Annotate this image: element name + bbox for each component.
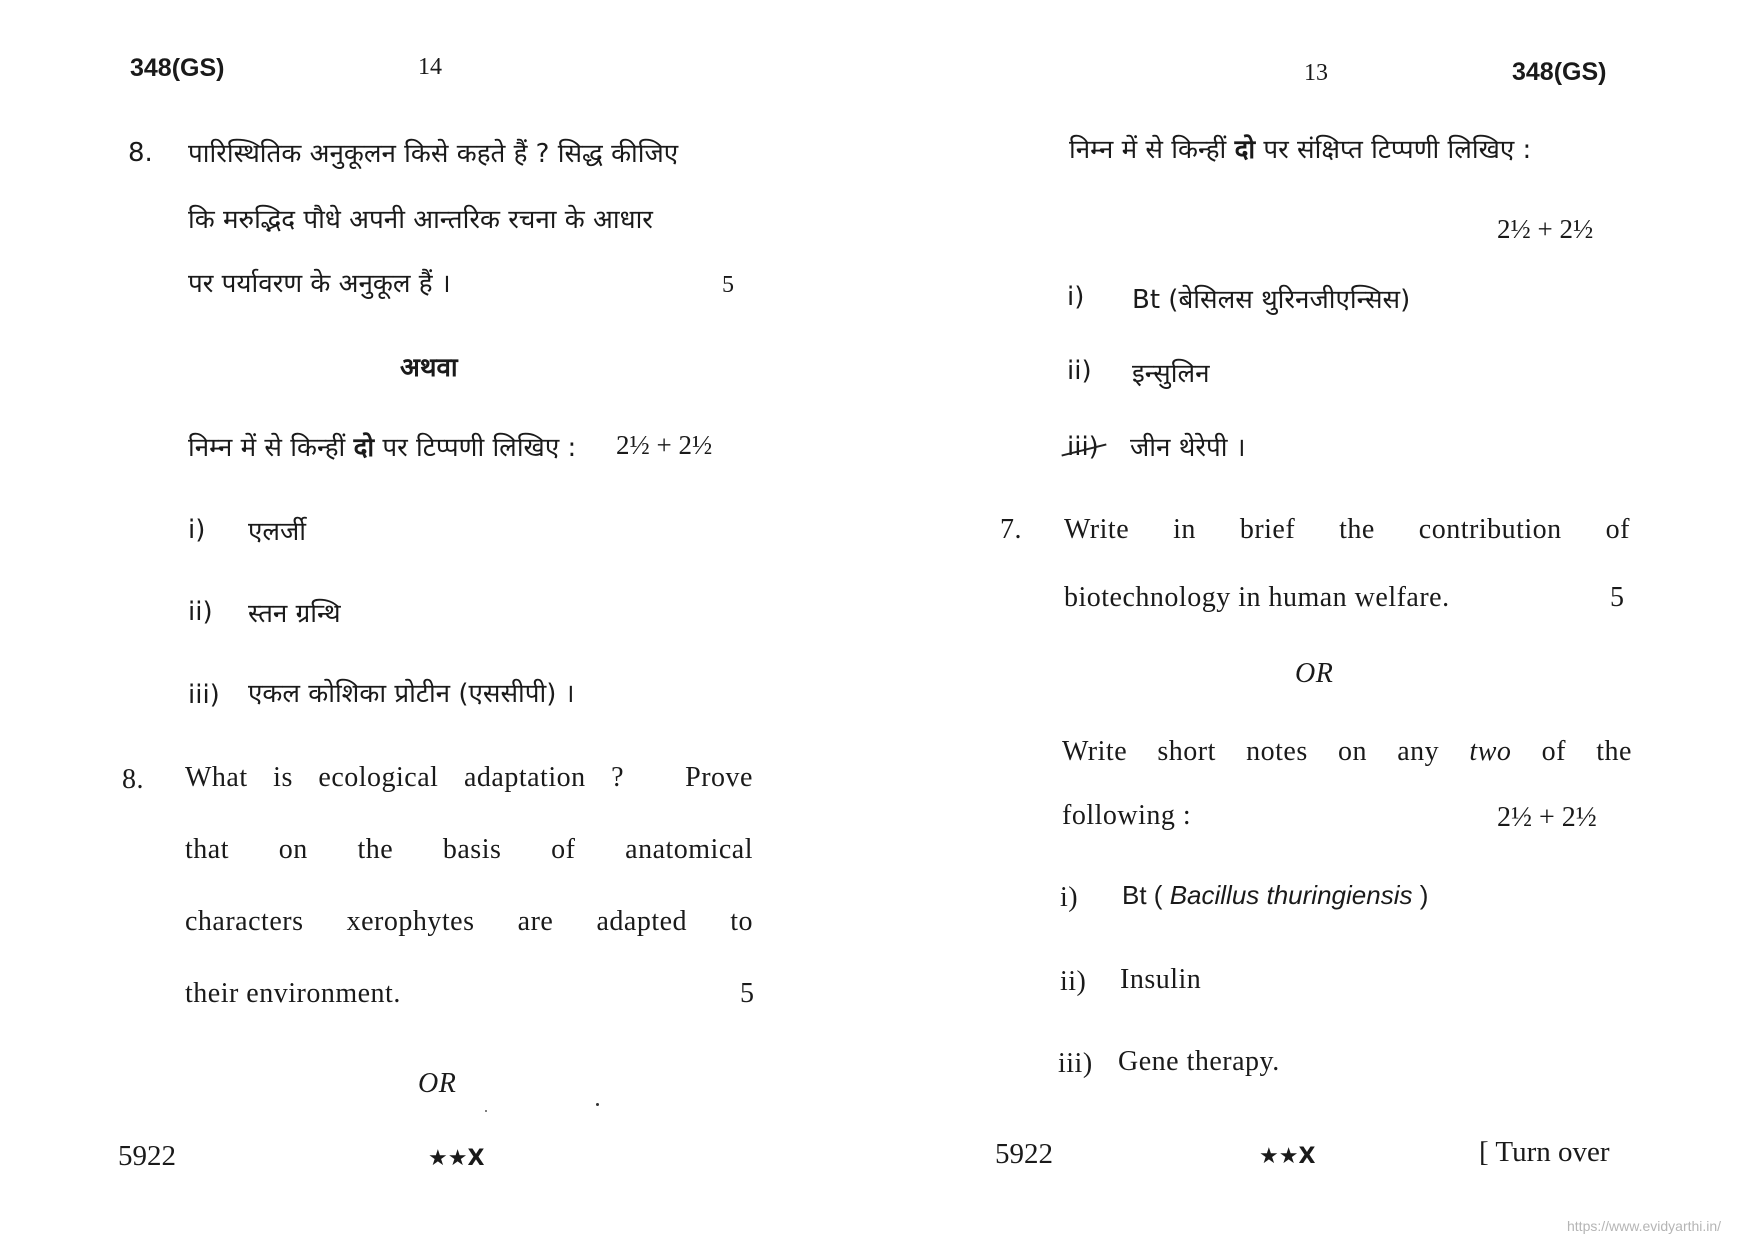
question-text-line: Write in brief the contribution of xyxy=(1064,514,1630,545)
marks: 5 xyxy=(740,978,755,1009)
list-item-number: iii) xyxy=(188,680,220,710)
list-item: स्तन ग्रन्थि xyxy=(248,599,341,629)
footer-code: 5922 xyxy=(118,1140,176,1172)
watermark-url: https://www.evidyarthi.in/ xyxy=(1567,1218,1722,1234)
footer-code: 5922 xyxy=(995,1138,1053,1170)
list-item: एकल कोशिका प्रोटीन (एससीपी) । xyxy=(248,679,575,709)
scan-speck xyxy=(485,1110,487,1112)
question-text-line: पर पर्यावरण के अनुकूल हैं । xyxy=(188,269,451,299)
list-item: एलर्जी xyxy=(248,517,307,547)
list-item: Gene therapy. xyxy=(1118,1046,1280,1077)
question-text-line: biotechnology in human welfare. xyxy=(1064,582,1450,613)
question-text-line: their environment. xyxy=(185,978,401,1009)
list-item-number-struck: iii) xyxy=(1067,432,1099,462)
list-item: Insulin xyxy=(1120,964,1202,995)
notes-instruction: निम्न में से किन्हीं दो पर संक्षिप्त टिप्पणी लिखिए : xyxy=(1069,135,1532,165)
question-text-line: What is ecological adaptation ? Prove xyxy=(185,762,753,793)
turn-over-note: [ Turn over xyxy=(1479,1136,1610,1168)
marks: 2½ + 2½ xyxy=(616,430,713,460)
question-text-line: पारिस्थितिक अनुकूलन किसे कहते हैं ? सिद्ध कीजिए xyxy=(188,139,679,169)
list-item-number: ii) xyxy=(1067,356,1092,386)
paper-code: 348(GS) xyxy=(1512,58,1607,86)
question-text-line: characters xerophytes are adapted to xyxy=(185,906,753,937)
list-item-number: ii) xyxy=(1060,966,1087,997)
list-item-number: ii) xyxy=(188,597,213,627)
question-text-line: that on the basis of anatomical xyxy=(185,834,753,865)
list-item-number: i) xyxy=(1060,882,1079,913)
or-divider: OR xyxy=(418,1068,457,1099)
list-item: जीन थेरेपी । xyxy=(1130,433,1246,463)
or-divider: OR xyxy=(1295,658,1334,689)
right-page xyxy=(877,0,1754,1241)
question-number: 7. xyxy=(1000,514,1022,545)
question-text-line: कि मरुद्भिद पौधे अपनी आन्तरिक रचना के आधार xyxy=(188,205,653,235)
notes-instruction: Write short notes on any two of the xyxy=(1062,736,1632,767)
list-item: Bt ( Bacillus thuringiensis ) xyxy=(1122,880,1429,910)
list-item-number: i) xyxy=(188,515,206,545)
footer-mark: ★★X xyxy=(1259,1144,1316,1169)
list-item: इन्सुलिन xyxy=(1132,359,1210,389)
marks: 2½ + 2½ xyxy=(1497,214,1594,244)
list-item-number: iii) xyxy=(1058,1048,1093,1079)
notes-instruction: निम्न में से किन्हीं दो पर टिप्पणी लिखिए : xyxy=(188,433,577,463)
marks: 5 xyxy=(722,272,734,298)
paper-code: 348(GS) xyxy=(130,54,225,82)
marks: 2½ + 2½ xyxy=(1497,802,1597,833)
question-number: 8. xyxy=(122,764,144,795)
marks: 5 xyxy=(1610,582,1625,613)
page-number: 14 xyxy=(418,54,442,80)
footer-mark: ★★X xyxy=(428,1146,485,1171)
scan-speck xyxy=(596,1103,599,1106)
list-item-number: i) xyxy=(1067,282,1085,312)
list-item: Bt (बेसिलस थुरिनजीएन्सिस) xyxy=(1132,285,1411,315)
page-number: 13 xyxy=(1304,60,1328,86)
or-divider-hindi: अथवा xyxy=(400,353,458,383)
question-number: 8. xyxy=(128,138,153,168)
notes-instruction: following : xyxy=(1062,800,1192,831)
